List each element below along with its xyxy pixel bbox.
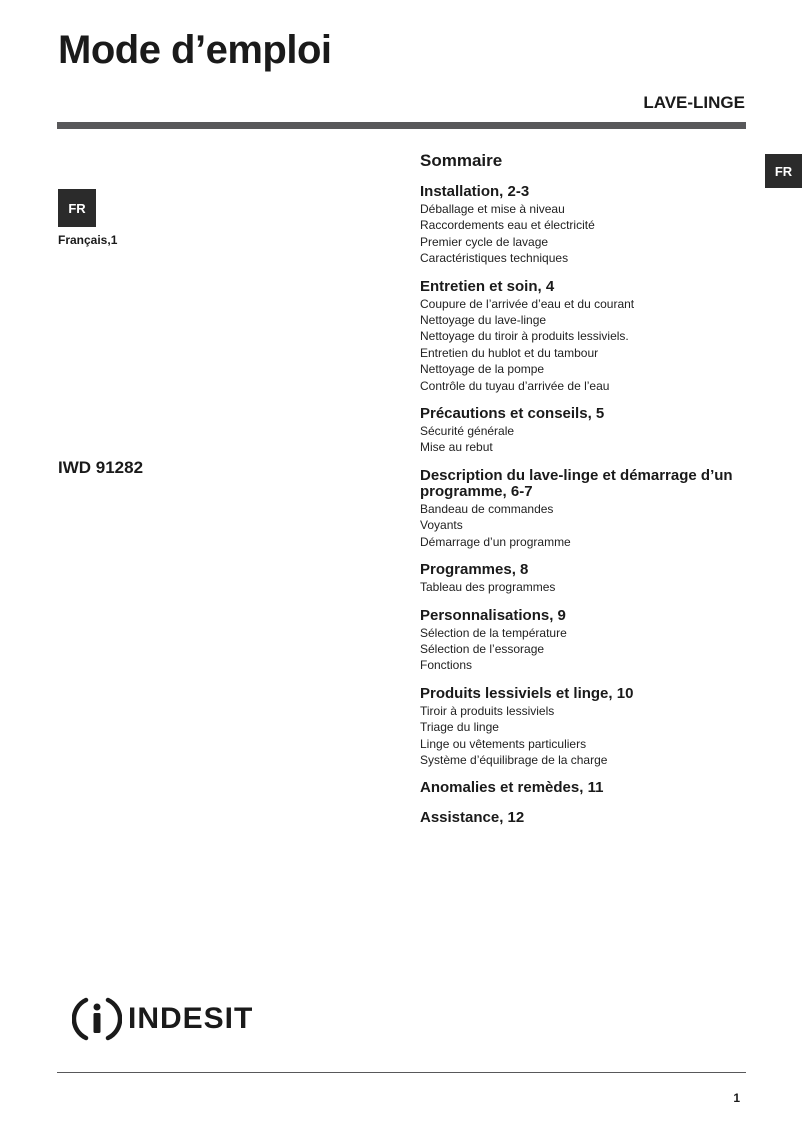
toc-section-heading: Anomalies et remèdes, 11 [420, 779, 604, 797]
toc-item: Mise au rebut [420, 440, 493, 455]
side-language-tab: FR [765, 154, 802, 188]
toc-item: Déballage et mise à niveau [420, 202, 565, 216]
toc-item: Fonctions [420, 658, 473, 673]
toc-item: Raccordements eau et électricité [420, 218, 595, 233]
toc-item: Sélection de l’essorage [420, 641, 545, 656]
product-type: LAVE-LINGE [643, 93, 745, 112]
toc-section [420, 686, 750, 769]
language-page-reference: Français,1 [58, 233, 118, 247]
header-divider [57, 122, 746, 129]
toc-item: Triage du linge [420, 720, 499, 735]
toc-section [420, 810, 750, 826]
toc-item: Caractéristiques techniques [420, 251, 569, 266]
toc-section [420, 608, 750, 674]
toc-section-heading: Entretien et soin, 4 [420, 277, 555, 295]
brand-logo [72, 994, 253, 1044]
toc-item: Entretien du hublot et du tambour [420, 345, 599, 360]
toc-title: Sommaire [420, 151, 503, 170]
toc-item: Linge ou vêtements particuliers [420, 736, 587, 751]
toc-item: Bandeau de commandes [420, 501, 554, 516]
indesit-i-icon [72, 994, 122, 1044]
toc-item: Démarrage d’un programme [420, 534, 571, 549]
toc-item: Nettoyage de la pompe [420, 362, 545, 377]
page-title: Mode d’emploi [58, 28, 332, 72]
toc-section [420, 406, 750, 456]
toc-section-heading: Installation, 2-3 [420, 183, 530, 200]
toc-section [420, 468, 750, 550]
toc-section-heading: Programmes, 8 [420, 561, 529, 579]
toc-section [420, 184, 750, 267]
toc-item: Sélection de la température [420, 625, 567, 640]
toc-section-heading: Précautions et conseils, 5 [420, 405, 605, 423]
footer-divider [57, 1072, 746, 1073]
page-number: 1 [733, 1091, 740, 1105]
model-number: IWD 91282 [58, 458, 144, 477]
toc-section-heading: Description du lave-linge et démarrage d’un programme, 6-7 [420, 466, 733, 500]
toc-section [420, 279, 750, 394]
toc-item: Nettoyage du lave-linge [420, 313, 547, 328]
table-of-contents [420, 151, 750, 838]
toc-section-heading: Produits lessiviels et linge, 10 [420, 684, 634, 702]
toc-item: Tableau des programmes [420, 580, 556, 595]
toc-item: Sécurité générale [420, 424, 515, 439]
language-badge: FR [58, 189, 96, 227]
toc-section [420, 780, 750, 796]
toc-section [420, 562, 750, 595]
toc-item: Voyants [420, 518, 463, 533]
toc-item: Nettoyage du tiroir à produits lessiviels. [420, 329, 629, 344]
toc-item: Coupure de l’arrivée d’eau et du courant [420, 296, 635, 311]
toc-item: Tiroir à produits lessiviels [420, 703, 555, 718]
toc-section-heading: Assistance, 12 [420, 809, 525, 827]
toc-item: Premier cycle de lavage [420, 234, 549, 249]
toc-item: Contrôle du tuyau d’arrivée de l’eau [420, 378, 610, 393]
toc-section-heading: Personnalisations, 9 [420, 606, 566, 624]
toc-item: Système d’équilibrage de la charge [420, 752, 608, 767]
brand-wordmark: INDESIT [128, 1002, 254, 1035]
